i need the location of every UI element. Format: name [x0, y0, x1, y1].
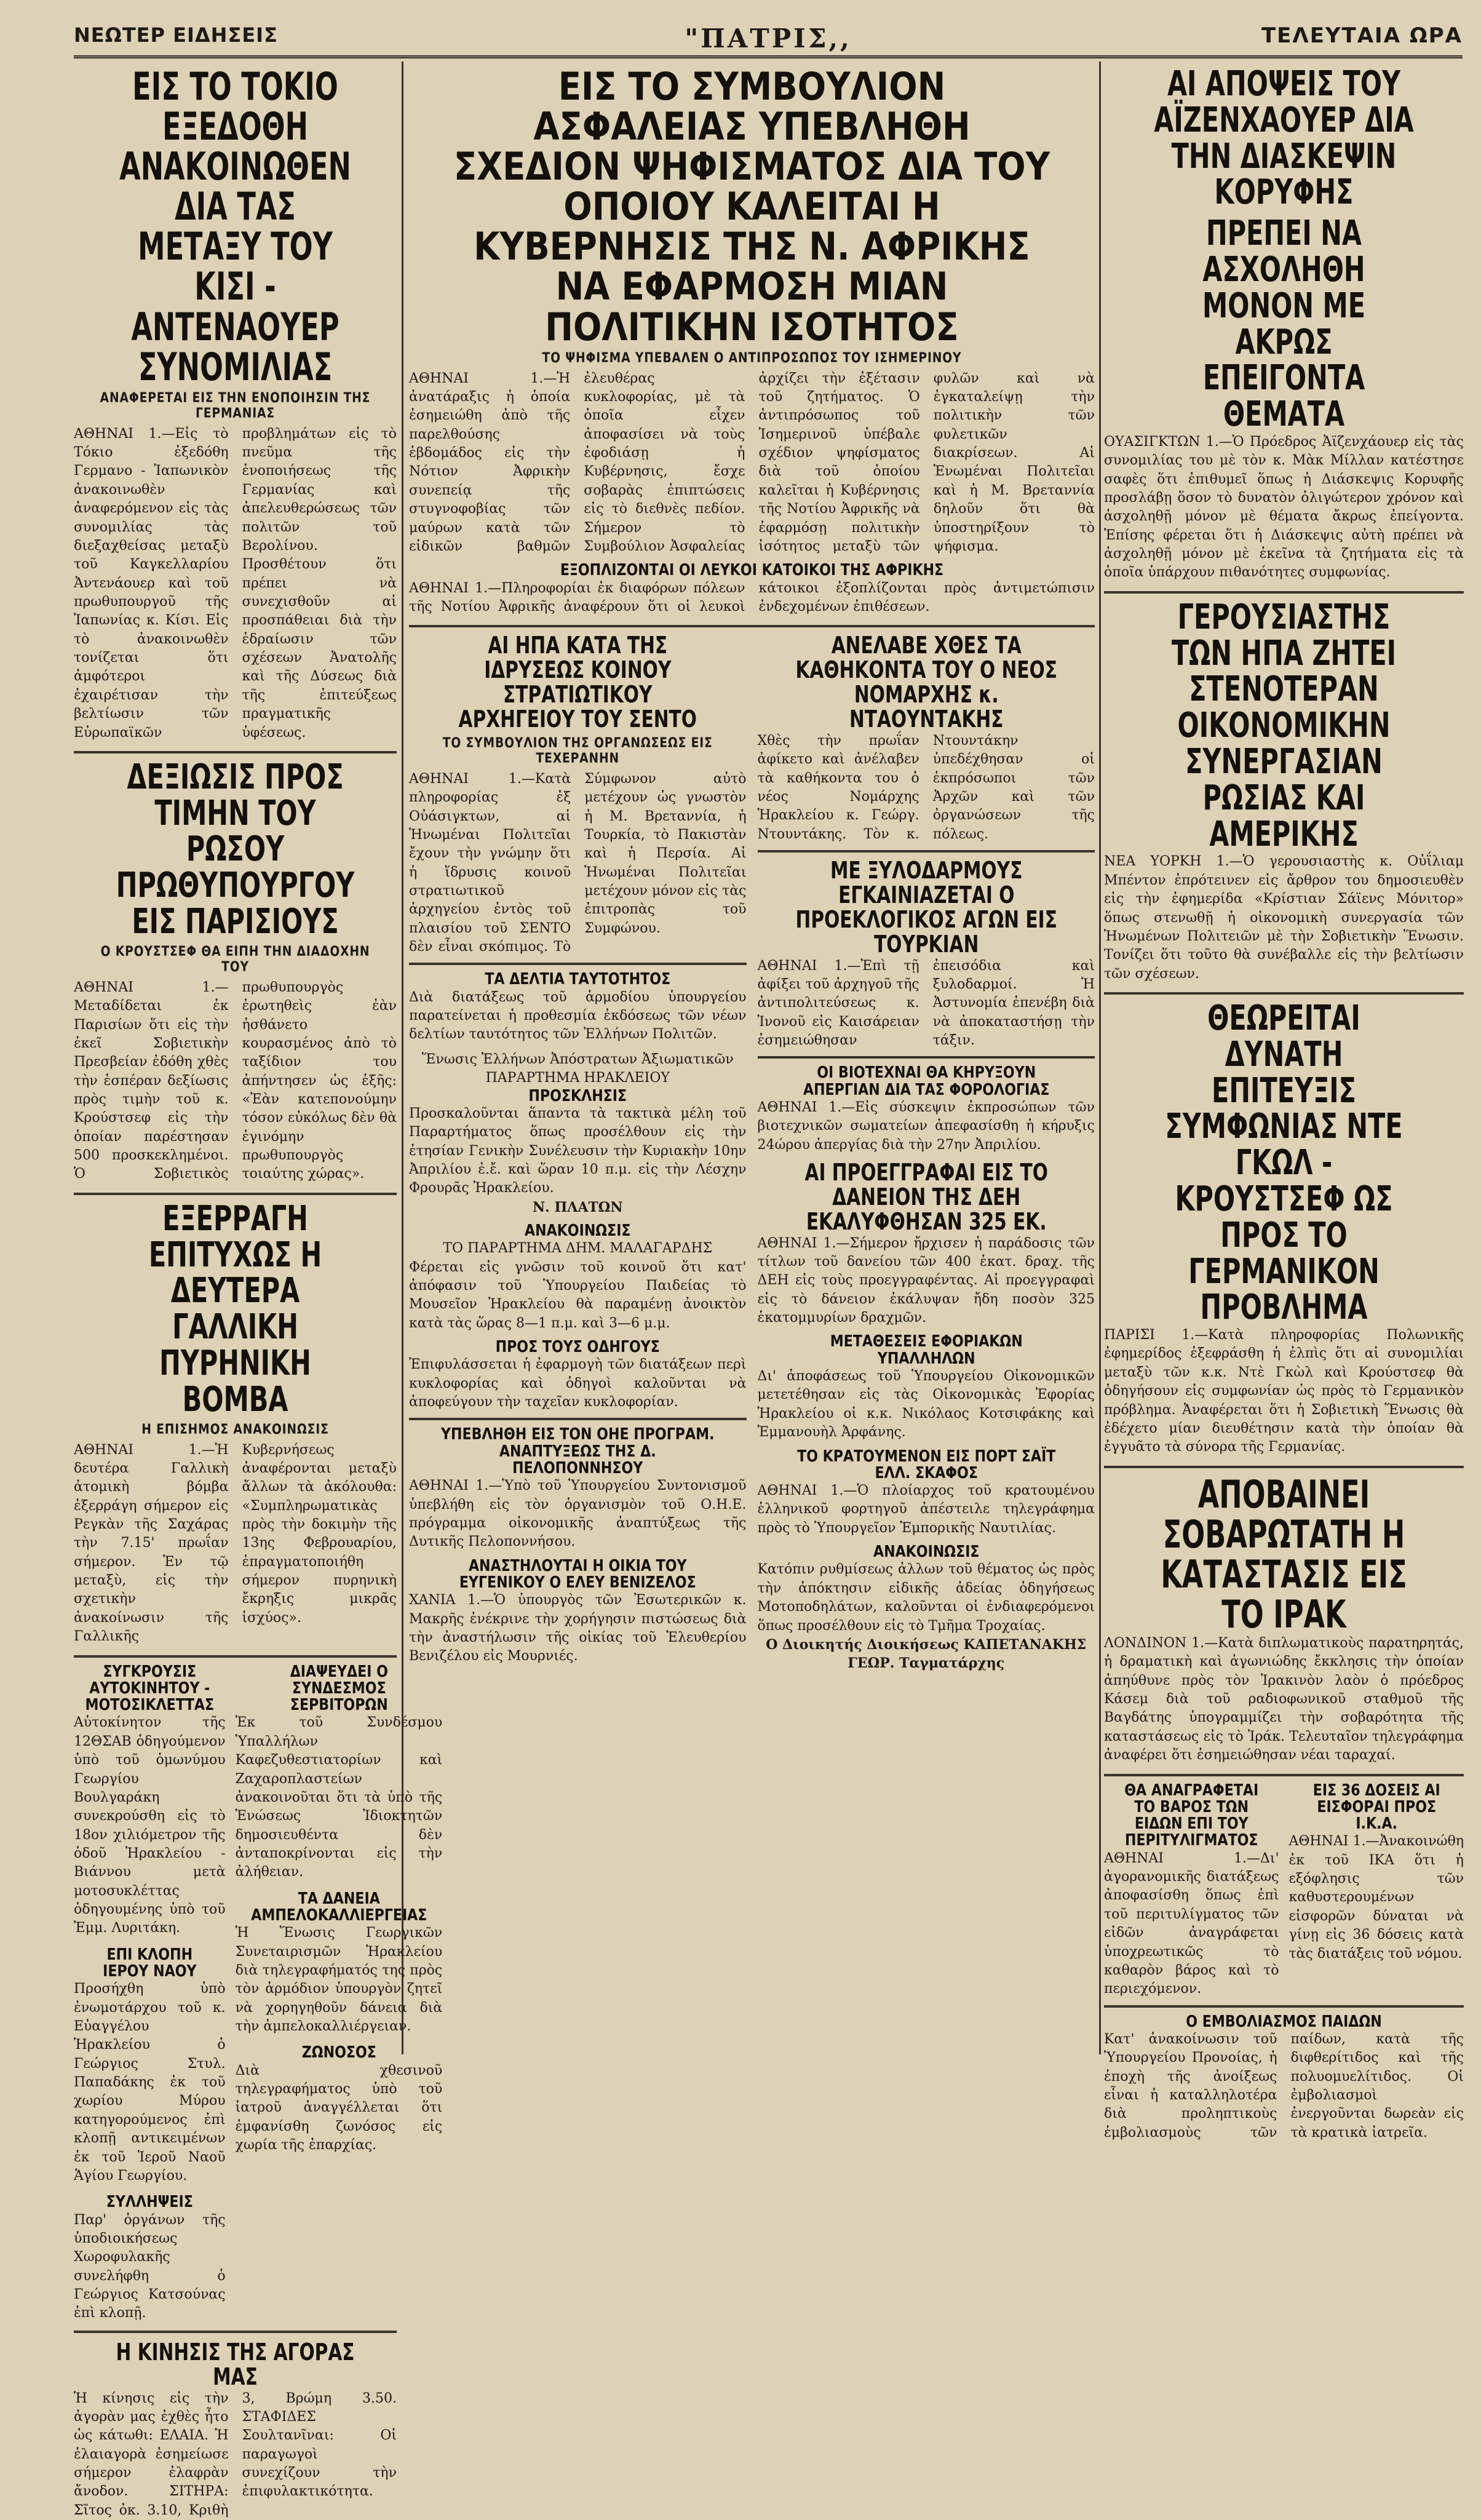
column-2	[409, 634, 747, 1672]
article-body: ΛΟΝΔΙΝΟΝ 1.—Κατὰ διπλωματικοὺς παρατηρητάς, ἡ δραματικὴ καὶ ἀγωνιώδης ἔκκλησις τὴν ὁποίαν ἀπηύθυνε πρὸς τὸν Ἰρακινὸν λαὸν ὁ πρόεδρος Κάσεμ διὰ τοῦ ραδιοφωνικοῦ σταθμοῦ τῆς Βαγδάτης ὑπογραμμίζει τὴν σοβαρότητα τῆς καταστάσεως εἰς τὸ Ἰράκ. Τελευταῖον τηλεγράφημα ἀναφέρει ὅτι ἐσημειώθησαν νέαι ταραχαί.	[1104, 1636, 1464, 1763]
article-body: Κατ' ἀνακοίνωσιν τοῦ Ὑπουργείου Προνοίας, ἡ ἐποχὴ τῆς ἀνοίξεως εἶναι ἡ καταλληλοτέρα διὰ προληπτικοὺς ἐμβολιασμοὺς τῶν παίδων, κατὰ τῆς διφθερίτιδος καὶ τῆς πολυομυελίτιδος. Οἱ ἐμβολιασμοὶ ἐνεργοῦνται δωρεὰν εἰς τὰ κρατικὰ ἰατρεῖα.	[1104, 2031, 1464, 2140]
article-ika	[1289, 1783, 1464, 1999]
column-4	[1104, 64, 1464, 2140]
subheadline: ΤΟ ΨΗΦΙΣΜΑ ΥΠΕΒΑΛΕΝ Ο ΑΝΤΙΠΡΟΣΩΠΟΣ ΤΟΥ ΙΣΗΜΕΡΙΝΟΥ	[542, 350, 962, 366]
subheadline: Ο ΚΡΟΥΣΤΣΕΦ ΘΑ ΕΙΠΗ ΤΗΝ ΔΙΑΔΟΧΗΝ ΤΟΥ	[100, 944, 370, 975]
article-tokyo	[74, 66, 397, 742]
article-body: ΟΥΑΣΙΓΚΤΩΝ 1.—Ὁ Πρόεδρος Ἀϊζενχάουερ εἰς τὰς συνομιλίας του μὲ τὸν κ. Μὰκ Μίλλαν κατέστησε σαφὲς ὅτι ἐπιθυμεῖ ὅπως ἡ Διάσκεψις Κορυφῆς προσλάβῃ ὅσον τὸ δυνατὸν ὀλιγώτερον χρόνον καὶ ἀσχοληθῇ μόνον μὲ θέματα ἄκρως ἐπείγοντα. Ἐπίσης φέρεται ὅτι ἡ Διάσκεψις αὐτὴ πρέπει νὰ ἀσχοληθῇ μόνον μὲ ἐκεῖνα τὰ ζητήματα εἰς τὰ ὁποῖα ὑπάρχουν πιθανότητες συμφωνίας.	[1104, 434, 1464, 581]
notice-org: ΤΟ ΠΑΡΑΡΤΗΜΑ ΔΗΜ. ΜΑΛΑΓΑΡΔΗΣ	[443, 1241, 713, 1257]
divider	[1104, 591, 1464, 594]
headline: ΕΞΕΡΡΑΓΗ ΕΠΙΤΥΧΩΣ Η ΔΕΥΤΕΡΑ ΓΑΛΛΙΚΗ ΠΥΡΗΝΙΚΗ ΒΟΜΒΑ	[148, 1198, 322, 1420]
article-body: ΑΘΗΝΑΙ 1.—Κατὰ πληροφορίας ἐξ Οὐάσιγκτων, αἱ Ἡνωμέναι Πολιτεῖαι ἔχουν τὴν γνώμην ὅτι ἡ ἵδρυσις κοινοῦ στρατιωτικοῦ ἀρχηγείου ἐντὸς τοῦ πλαισίου τοῦ ΣΕΝΤΟ δὲν εἶναι σκόπιμος. Τὸ Σύμφωνον αὐτὸ μετέχουν ὡς γνωστὸν ἡ Μ. Βρεταννία, ἡ Τουρκία, τὸ Πακιστὰν καὶ ἡ Περσία. Αἱ Ἡνωμέναι Πολιτεῖαι μετέχουν μόνον εἰς τὰς ἐπιτροπὰς τοῦ Συμφώνου.	[409, 771, 747, 955]
divider	[409, 963, 747, 965]
article-senator	[1104, 597, 1464, 984]
lead-headline: ΕΙΣ ΤΟ ΣΥΜΒΟΥΛΙΟΝ ΑΣΦΑΛΕΙΑΣ ΥΠΕΒΛΗΘΗ ΣΧΕΔΙΟΝ ΨΗΦΙΣΜΑΤΟΣ ΔΙΑ ΤΟΥ ΟΠΟΙΟΥ ΚΑΛΕΙΤΑΙ Η ΚΥΒΕΡΝΗΣΙΣ ΤΗΣ Ν. ΑΦΡΙΚΗΣ ΝΑ ΕΦΑΡΜΟΣΗ ΜΙΑΝ ΠΟΛΙΤΙΚΗΝ ΙΣΟΤΗΤΟΣ	[453, 64, 1050, 349]
masthead-left: ΝΕΩΤΕΡ ΕΙΔΗΣΕΙΣ	[74, 23, 278, 47]
article-body: ΑΘΗΝΑΙ 1.—Ἐπὶ τῇ ἀφίξει τοῦ ἀρχηγοῦ τῆς ἀντιπολιτεύσεως κ. Ἰνονοῦ εἰς Καισάρειαν ἐσημειώθησαν ἐπεισόδια καὶ ξυλοδαρμοί. Ἡ Ἀστυνομία ἐπενέβη διὰ νὰ ἀποκαταστήσῃ τὴν τάξιν.	[757, 958, 1095, 1048]
headline: ΑΝΑΣΤΗΛΟΥΤΑΙ Η ΟΙΚΙΑ ΤΟΥ ΕΥΓΕΝΙΚΟΥ Ο ΕΛΕΥ ΒΕΝΙΖΕΛΟΣ	[459, 1556, 696, 1592]
article-body: ΠΑΡΙΣΙ 1.—Κατὰ πληροφορίας Πολωνικῆς ἐφημερίδος ἐξεφράσθη ἡ ἐλπὶς ὅτι αἱ συνομιλίαι μεταξὺ τῶν κ.κ. Ντὲ Γκὼλ καὶ Κρούστσεφ θὰ ὁδηγήσουν εἰς συμφωνίαν ὡς πρὸς τὸ Γερμανικὸν πρόβλημα. Ἀναφέρεται ὅτι ἡ Σοβιετικὴ Ἕνωσις θὰ ἐδέχετο μίαν διευθέτησιν κατὰ τὴν ὁποίαν θὰ ἐγγυᾶτο τὰ σύνορα τῆς Γερμανίας.	[1104, 1327, 1464, 1455]
notice-body: Κατόπιν ρυθμίσεως ἀλλων τοῦ θέματος ὡς πρὸς τὴν ἀπόκτησιν εἰδικῆς ἀδείας ὁδηγήσεως Μοτοποδηλάτων, καλοῦνται οἱ ἐνδιαφερόμενοι ὅπως προσέλθουν εἰς τὸ Τμῆμα Τροχαίας.	[757, 1562, 1095, 1634]
divider	[74, 1655, 397, 1658]
subheadline: ΤΟ ΣΥΜΒΟΥΛΙΟΝ ΤΗΣ ΟΡΓΑΝΩΣΕΩΣ ΕΙΣ ΤΕΧΕΡΑΝΗΝ	[442, 735, 713, 766]
subheadline: ΑΝΑΦΕΡΕΤΑΙ ΕΙΣ ΤΗΝ ΕΝΟΠΟΙΗΣΙΝ ΤΗΣ ΓΕΡΜΑΝΙΑΣ	[100, 390, 371, 421]
headline: ΓΕΡΟΥΣΙΑΣΤΗΣ ΤΩΝ ΗΠΑ ΖΗΤΕΙ ΣΤΕΝΟΤΕΡΑΝ ΟΙΚΟΝΟΜΙΚΗΝ ΣΥΝΕΡΓΑΣΙΑΝ ΡΩΣΙΑΣ ΚΑΙ ΑΜΕΡΙΚΗΣ	[1171, 597, 1397, 854]
headline: ΜΕΤΑΘΕΣΕΙΣ ΕΦΟΡΙΑΚΩΝ ΥΠΑΛΛΗΛΩΝ	[830, 1332, 1023, 1368]
article-body: Ἡ Ἕνωσις Γεωργικῶν Συνεταιρισμῶν Ἡρακλείου διὰ τηλεγραφήματός της πρὸς τὸν ἁρμόδιον ὑπουργὸν ζητεῖ νὰ χορηγηθοῦν δάνεια διὰ τὴν ἀμπελοκαλλιέργειαν.	[235, 1925, 443, 2035]
headline-secondary: ΠΡΕΠΕΙ ΝΑ ΑΣΧΟΛΗΘΗ ΜΟΝΟΝ ΜΕ ΑΚΡΩΣ ΕΠΕΙΓΟΝΤΑ ΘΕΜΑΤΑ	[1202, 213, 1366, 435]
article-body: ΑΘΗΝΑΙ 1.—Εἰς σύσκεψιν ἐκπροσώπων τῶν βιοτεχνικῶν σωματείων ἀπεφασίσθη ἡ κήρυξις 24ώρου ἀπεργίας διὰ τὴν 27ην Ἀπριλίου.	[757, 1099, 1095, 1153]
notice-title: ΑΝΑΚΟΙΝΩΣΙΣ	[524, 1221, 631, 1240]
headline: ΣΥΛΛΗΨΕΙΣ	[106, 2193, 193, 2212]
article-market	[74, 2340, 397, 2520]
headline: ΔΙΑΨΕΥΔΕΙ Ο ΣΥΝΔΕΣΜΟΣ ΣΕΡΒΙΤΟΡΩΝ	[290, 1662, 388, 1715]
headline: ΣΥΓΚΡΟΥΣΙΣ ΑΥΤΟΚΙΝΗΤΟΥ - ΜΟΤΟΣΙΚΛΕΤΤΑΣ	[85, 1662, 215, 1715]
divider	[409, 625, 1095, 627]
article-body: ΑΘΗΝΑΙ 1.—Εἰς τὸ Τόκιο ἐξεδόθη Γερμανο - Ἰαπωνικὸν ἀνακοινωθὲν ἀναφερόμενον εἰς τὰς συνομιλίας τὰς διεξαχθείσας μεταξὺ τοῦ Καγκελλαρίου Ἀντενάουερ καὶ τοῦ πρωθυπουργοῦ τῆς Ἰαπωνίας κ. Κίσι. Εἰς τὸ ἀνακοινωθὲν τονίζεται ὅτι ἀμφότεροι ἐχαιρέτισαν τὴν βελτίωσιν τῶν Εὐρωπαϊκῶν προβλημάτων εἰς τὸ πνεῦμα τῆς ἑνοποιήσεως τῆς Γερμανίας καὶ ἀπελευθερώσεως τῶν πολιτῶν τοῦ Βερολίνου. Προσθέτουν ὅτι πρέπει νὰ συνεχισθοῦν αἱ προσπάθειαι διὰ τὴν ἑδραίωσιν τῶν σχέσεων Ἀνατολῆς καὶ τῆς Δύσεως διὰ τῆς ἐπιτεύξεως πραγματικῆς ὑφέσεως.	[74, 426, 397, 741]
two-column-block	[1104, 1783, 1464, 1999]
article-body: Χθὲς τὴν πρωΐαν ἀφίκετο καὶ ἀνέλαβεν τὰ καθήκοντα του ὁ νέος Νομάρχης Ἡρακλείου κ. Γεώργ. Ντουντάκης. Τὸν κ. Ντουντάκην ὑπεδέχθησαν οἱ ἐκπρόσωποι τῶν Ἀρχῶν καὶ τῶν ὀργανώσεων τῆς πόλεως.	[757, 733, 1095, 842]
divider	[758, 1056, 1095, 1059]
notice-title: ΑΝΑΚΟΙΝΩΣΙΣ	[873, 1543, 980, 1562]
headline: ΘΕΩΡΕΙΤΑΙ ΔΥΝΑΤΗ ΕΠΙΤΕΥΞΙΣ ΣΥΜΦΩΝΙΑΣ ΝΤΕ ΓΚΩΛ - ΚΡΟΥΣΤΣΕΦ ΩΣ ΠΡΟΣ ΤΟ ΓΕΡΜΑΝΙΚΟΝ ΠΡΟΒΛΗΜΑ	[1165, 998, 1403, 1328]
article-body: ΝΕΑ ΥΟΡΚΗ 1.—Ὁ γερουσιαστὴς κ. Οὐΐλιαμ Μπέντον ἐπρότεινεν εἰς ἄρθρον του δημοσιευθὲν εἰς τὴν ἐφημερίδα «Κρίστιαν Σάϊενς Μόνιτορ» ὅπως στενωθῇ ἡ οἰκονομικὴ συνεργασία τῶν Ἡνωμένων Πολιτειῶν μὲ τὴν Σοβιετικὴν Ἕνωσιν. Τονίζει ὅτι τοῦτο θὰ συνέβαλλε εἰς τὴν βελτίωσιν τῶν σχέσεων.	[1104, 854, 1464, 982]
headline: ΑΙ ΑΠΟΨΕΙΣ ΤΟΥ ΑΪΖΕΝΧΑΟΥΕΡ ΔΙΑ ΤΗΝ ΔΙΑΣΚΕΨΙΝ ΚΟΡΥΦΗΣ	[1154, 64, 1414, 213]
subheadline: Η ΕΠΙΣΗΜΟΣ ΑΝΑΚΟΙΝΩΣΙΣ	[141, 1421, 329, 1437]
headline: Ο ΕΜΒΟΛΙΑΣΜΟΣ ΠΑΙΔΩΝ	[1186, 2012, 1382, 2031]
article-body: Παρ' ὀργάνων τῆς ὑποδιοικήσεως Χωροφυλακῆς συνελήφθη ὁ Γεώργιος Κατσούνας ἐπὶ κλοπῇ.	[74, 2212, 226, 2321]
headline: ΜΕ ΞΥΛΟΔΑΡΜΟΥΣ ΕΓΚΑΙΝΙΑΖΕΤΑΙ Ο ΠΡΟΕΚΛΟΓΙΚΟΣ ΑΓΩΝ ΕΙΣ ΤΟΥΡΚΙΑΝ	[795, 856, 1057, 958]
center-columns	[409, 66, 1095, 2053]
divider	[1104, 1774, 1464, 1776]
article-body: Διὰ διατάξεως τοῦ ἁρμοδίου ὑπουργείου παρατείνεται ἡ προθεσμία ἐκδόσεως τῶν νέων δελτίων ταυτότητος τῶν Ἑλλήνων Πολιτῶν.	[409, 989, 747, 1043]
article-body: Ἐκ τοῦ Συνδέσμου Ὑπαλλήλων Καφεζυθεστιατορίων καὶ Ζαχαροπλαστείων ἀνακοινοῦται ὅτι τὰ ὑπὸ τῆς Ἑνώσεως Ἱδιοκτητῶν δημοσιευθέντα δὲν ἀνταποκρίνονται εἰς τὴν ἀλήθειαν.	[235, 1715, 443, 1880]
article-body: Διὰ χθεσινοῦ τηλεγραφήματος ὑπὸ τοῦ ἰατροῦ ἀναγγέλλεται ὅτι ἐμφανίσθη ζωνόσος εἰς χωρία τῆς ἐπαρχίας.	[235, 2062, 443, 2153]
article-body: ΑΘΗΝΑΙ 1.—Σήμερον ἤρχισεν ἡ παράδοσις τῶν τίτλων τοῦ δανείου τῶν 400 ἑκατ. δραχ. τῆς ΔΕΗ εἰς τοὺς προεγγραφέντας. Αἱ προεγγραφαὶ εἰς τὸ δάνειον ἐκάλυψαν ἤδη ποσὸν 325 ἑκατομμυρίων δραχμῶν.	[757, 1235, 1095, 1326]
headline: ΕΙΣ 36 ΔΟΣΕΙΣ ΑΙ ΕΙΣΦΟΡΑΙ ΠΡΟΣ Ι.Κ.Α.	[1312, 1781, 1440, 1834]
headline: ΑΙ ΠΡΟΕΓΓΡΑΦΑΙ ΕΙΣ ΤΟ ΔΑΝΕΙΟΝ ΤΗΣ ΔΕΗ ΕΚΑΛΥΦΘΗΣΑΝ 325 ΕΚ.	[804, 1159, 1048, 1235]
divider	[74, 751, 397, 753]
headline: ΕΞΟΠΛΙΖΟΝΤΑΙ ΟΙ ΛΕΥΚΟΙ ΚΑΤΟΙΚΟΙ ΤΗΣ ΑΦΡΙΚΗΣ	[560, 561, 944, 580]
article-body: ΑΘΗΝΑΙ 1.—Ὁ πλοίαρχος τοῦ κρατουμένου ἑλληνικοῦ φορτηγοῦ ἀπέστειλε τηλεγράφημα πρὸς τὸ Ὑπουργεῖον Ἐμπορικῆς Ναυτιλίας.	[757, 1483, 1095, 1536]
headline: ΟΙ ΒΙΟΤΕΧΝΑΙ ΘΑ ΚΗΡΥΞΟΥΝ ΑΠΕΡΓΙΑΝ ΔΙΑ ΤΑΣ ΦΟΡΟΛΟΓΙΑΣ	[803, 1063, 1050, 1099]
headline: Η ΚΙΝΗΣΙΣ ΤΗΣ ΑΓΟΡΑΣ ΜΑΣ	[116, 2338, 355, 2390]
headline: ΑΠΟΒΑΙΝΕΙ ΣΟΒΑΡΩΤΑΤΗ Η ΚΑΤΑΣΤΑΣΙΣ ΕΙΣ ΤΟ ΙΡΑΚ	[1161, 1471, 1407, 1637]
headline: ΑΝΕΛΑΒΕ ΧΘΕΣ ΤΑ ΚΑΘΗΚΟΝΤΑ ΤΟΥ Ο ΝΕΟΣ ΝΟΜΑΡΧΗΣ κ. ΝΤΑΟΥΝΤΑΚΗΣ	[795, 632, 1057, 733]
article-khrushchev-reception	[74, 757, 397, 1184]
headline: ΖΩΝΟΣΟΣ	[301, 2043, 376, 2062]
notice-signature: Ο Διοικητής Διοικήσεως ΚΑΠΕΤΑΝΑΚΗΣ ΓΕΩΡ. Ταγματάρχης	[766, 1636, 1087, 1672]
article-body: Αὐτοκίνητον τῆς 12ΘΣΑΒ ὁδηγούμενον ὑπὸ τοῦ ὁμωνύμου Γεωργίου Βουλγαράκη συνεκρούσθη εἰς τὸ 18ον χιλιόμετρον τῆς ὁδοῦ Ἡρακλείου - Βιάννου μετὰ μοτοσυκλέττας ὁδηγουμένης ὑπὸ τοῦ Ἐμμ. Λυριτάκη.	[74, 1715, 226, 1936]
notice-org: Ἕνωσις Ἑλλήνων Ἀπόστρατων Ἀξιωματικῶν ΠΑΡΑΡΤΗΜΑ ΗΡΑΚΛΕΙΟΥ	[421, 1051, 734, 1086]
article-french-bomb	[74, 1198, 397, 1647]
headline: ΠΡΟΣ ΤΟΥΣ ΟΔΗΓΟΥΣ	[495, 1338, 660, 1357]
column-3	[758, 634, 1095, 1672]
divider	[1104, 2005, 1464, 2008]
divider	[1104, 992, 1464, 995]
article-body: ΑΘΗΝΑΙ 1.—Μεταδίδεται ἐκ Παρισίων ὅτι εἰς τὴν ἐκεῖ Σοβιετικὴν Πρεσβείαν ἐδόθη χθὲς τὴν ἑσπέραν δεξίωσις πρὸς τιμὴν τοῦ κ. Κρούστσεφ εἰς τὴν ὁποίαν παρέστησαν 500 προσκεκλημένοι. Ὁ Σοβιετικὸς πρωθυπουργὸς ἐρωτηθεὶς ἐὰν ἠσθάνετο κουρασμένος ἀπὸ τὸ ταξίδιον του ἀπήντησεν ὡς ἑξῆς: «Ἐὰν κατεπονούμην τόσον εὐκόλως δὲν θὰ ἐγινόμην πρωθυπουργὸς τοιαύτης χώρας».	[74, 979, 397, 1182]
article-body: ΑΘΗΝΑΙ 1.—Πληροφορίαι ἐκ διαφόρων πόλεων τῆς Νοτίου Ἀφρικῆς ἀναφέρουν ὅτι οἱ λευκοὶ κάτοικοι ἐξοπλίζονται πρὸς ἀντιμετώπισιν ἐνδεχομένων ἐπιθέσεων.	[409, 580, 1095, 614]
headline: ΑΙ ΗΠΑ ΚΑΤΑ ΤΗΣ ΙΔΡΥΣΕΩΣ ΚΟΙΝΟΥ ΣΤΡΑΤΙΩΤΙΚΟΥ ΑΡΧΗΓΕΙΟΥ ΤΟΥ ΣΕΝΤΟ	[458, 632, 697, 733]
divider	[409, 1418, 747, 1420]
two-column-block	[74, 1662, 443, 2323]
column-1	[74, 64, 443, 2518]
article-vaccination	[1104, 2014, 1464, 2142]
divider	[1104, 1466, 1464, 1468]
article-body: Προσήχθη ὑπὸ ἐνωμοτάρχου τοῦ κ. Εὐαγγέλου Ἡρακλείου ὁ Γεώργιος Στυλ. Παπαδάκης ἐκ τοῦ χωρίου Μύρου κατηγορούμενος ἐπὶ κλοπῇ αντικειμένων ἐκ τοῦ Ἱεροῦ Ναοῦ Ἁγίου Γεωργίου.	[74, 1981, 226, 2184]
divider	[74, 1193, 397, 1195]
headline: ΔΕΞΙΩΣΙΣ ΠΡΟΣ ΤΙΜΗΝ ΤΟΥ ΡΩΣΟΥ ΠΡΩΘΥΠΟΥΡΓΟΥ ΕΙΣ ΠΑΡΙΣΙΟΥΣ	[116, 757, 355, 942]
headline: ΕΠΙ ΚΛΟΠΗ ΙΕΡΟΥ ΝΑΟΥ	[103, 1945, 197, 1981]
article-body: ΑΘΗΝΑΙ 1.—Ἀνακοινώθη ἐκ τοῦ ΙΚΑ ὅτι ἡ εξόφλησις τῶν καθυστερουμένων εἰσφορῶν δύναται νὰ γίνῃ εἰς 36 δόσεις κατὰ τὰς διατάξεις τοῦ νόμου.	[1288, 1834, 1464, 1962]
article-body: Ἐπιφυλάσσεται ἡ ἐφαρμογὴ τῶν διατάξεων περὶ κυκλοφορίας καὶ ὁδηγοὶ καλοῦνται νὰ ἀποφεύγουν τὴν ταχεῖαν κυκλοφορίαν.	[409, 1357, 747, 1410]
headline: ΘΑ ΑΝΑΓΡΑΦΕΤΑΙ ΤΟ ΒΑΡΟΣ ΤΩΝ ΕΙΔΩΝ ΕΠΙ ΤΟΥ ΠΕΡΙΤΥΛΙΓΜΑΤΟΣ	[1124, 1781, 1259, 1850]
article-body: ΑΘΗΝΑΙ 1.—Ἡ ἀνατάραξις ἡ ὁποία ἐσημειώθη ἀπὸ τῆς παρελθούσης ἑβδομάδος εἰς τὴν Νότιον Ἀφρικὴν συνεπείᾳ τῆς στυγνοφοβίας τῶν μαύρων κατὰ τῶν εἰδικῶν βαθμῶν ἐλευθέρας κυκλοφορίας, μὲ τὰ ὁποῖα εἶχεν ἀποφασίσει νὰ τοὺς ἐφοδιάσῃ ἡ Κυβέρνησις, ἔσχε σοβαρὰς ἐπιπτώσεις εἰς τὸ διεθνὲς πεδίον. Σήμερον τὸ Συμβούλιον Ἀσφαλείας ἀρχίζει τὴν ἐξέτασιν τοῦ ζητήματος. Ὁ ἀντιπρόσωπος τοῦ Ἰσημερινοῦ ὑπέβαλε σχέδιον ψηφίσματος διὰ τοῦ ὁποίου καλεῖται ἡ Κυβέρνησις τῆς Νοτίου Ἀφρικῆς νὰ ἐφαρμόσῃ πολιτικὴν ἰσότητος μεταξὺ τῶν φυλῶν καὶ νὰ ἐγκαταλείψῃ τὴν πολιτικὴν τῶν φυλετικῶν διακρίσεων. Αἱ Ἑνωμέναι Πολιτεῖαι καὶ ἡ Μ. Βρεταννία δηλοῦν ὅτι θὰ ὑποστηρίξουν τὸ ψήφισμα.	[409, 370, 1095, 554]
headline: ΕΙΣ ΤΟ ΤΟΚΙΟ ΕΞΕΔΟΘΗ ΑΝΑΚΟΙΝΩΘΕΝ ΔΙΑ ΤΑΣ ΜΕΤΑΞΥ ΤΟΥ ΚΙΣΙ - ΑΝΤΕΝΑΟΥΕΡ ΣΥΝΟΜΙΛΙΑΣ	[119, 64, 351, 389]
article-collision	[74, 1664, 226, 2323]
divider	[758, 850, 1095, 853]
article-body: Ἡ κίνησις εἰς τὴν ἀγορὰν μας ἐχθὲς ἦτο ὡς κάτωθι: ΕΛΑΙΑ. Ἡ ἐλαιαγορὰ ἐσημείωσε σήμερον ἐλαφρὰν ἄνοδον. ΣΙΤΗΡΑ: Σῖτος ὀκ. 3.10, Κριθὴ 3, Βρώμη 3.50. ΣΤΑΦΙΔΕΣ Σουλτανῖναι: Οἱ παραγωγοὶ συνεχίζουν τὴν ἐπιφυλακτικότητα.	[74, 2390, 397, 2518]
article-security-council	[409, 66, 1095, 616]
center-split	[409, 634, 1095, 1672]
column-rule	[1099, 62, 1101, 2054]
masthead	[74, 23, 1463, 58]
article-body: Δι' ἀποφάσεως τοῦ Ὑπουργείου Οἰκονομικῶν μετετέθησαν εἰς τὰς Οἰκονομικὰς Ἐφορίας Ἡρακλείου οἱ κ.κ. Νικόλαος Κοτσιφάκης καὶ Ἐμμανουὴλ Ἀρφάνης.	[757, 1369, 1095, 1441]
headline: ΤΑ ΔΑΝΕΙΑ ΑΜΠΕΛΟΚΑΛΛΙΕΡΓΕΙΑΣ	[250, 1889, 427, 1925]
headline: ΥΠΕΒΛΗΘΗ ΕΙΣ ΤΟΝ ΟΗΕ ΠΡΟΓΡΑΜ. ΑΝΑΠΤΥΞΕΩΣ ΤΗΣ Δ. ΠΕΛΟΠΟΝΝΗΣΟΥ	[440, 1425, 715, 1478]
article-packaging	[1104, 1783, 1279, 1999]
notice-signature: Ν. ΠΛΑΤΩΝ	[533, 1199, 623, 1215]
notice-body: Προσκαλοῦνται ἅπαντα τὰ τακτικὰ μέλη τοῦ Παραρτήματος ὅπως προσέλθουν εἰς τὴν ἐτησίαν Γενικὴν Συνέλευσιν τὴν Κυριακὴν 10ην Ἀπριλίου ἐ.ἔ. καὶ ὥραν 10 π.μ. εἰς τὴν Λέσχην Φρουρᾶς Ἡρακλείου.	[409, 1105, 747, 1196]
masthead-right: ΤΕΛΕΥΤΑΙΑ ΩΡΑ	[1261, 23, 1463, 48]
article-body: ΧΑΝΙΑ 1.—Ὁ ὑπουργὸς τῶν Ἐσωτερικῶν κ. Μακρῆς ἐνέκρινε τὴν χορήγησιν πιστώσεως διὰ τὴν ἀναστήλωσιν τῆς οἰκίας τοῦ Ἐλευθερίου Βενιζέλου εἰς Μουρνιές.	[409, 1592, 747, 1664]
masthead-title: "ΠΑΤΡΙΣ,,	[685, 23, 852, 54]
article-de-gaulle	[1104, 998, 1464, 1457]
article-body: ΑΘΗΝΑΙ 1.—Ἡ δευτέρα Γαλλικὴ ἀτομικὴ βόμβα ἐξερράγη σήμερον εἰς Ρεγκὰν τῆς Σαχάρας τὴν 7.15' πρωΐαν σήμερον. Ἐν τῷ μεταξὺ, εἰς τὴν σχετικὴν ἀνακοίνωσιν τῆς Γαλλικῆς Κυβερνήσεως ἀναφέρονται μεταξὺ ἄλλων τὰ ἀκόλουθα: «Συμπληρωματικὰς πρὸς τὴν δοκιμὴν τῆς 13ης Φεβρουαρίου, ἐπραγματοποιήθη σήμερον πυρηνικὴ ἔκρηξις μικρᾶς ἰσχύος».	[74, 1442, 397, 1645]
article-body: ΑΘΗΝΑΙ 1.—Ὑπὸ τοῦ Ὑπουργείου Συντονισμοῦ ὑπεβλήθη εἰς τὸν ὀργανισμὸν τοῦ Ο.Η.Ε. πρόγραμμα οἰκονομικῆς ἀναπτύξεως τῆς Δυτικῆς Πελοποννήσου.	[409, 1478, 747, 1550]
article-iraq	[1104, 1471, 1464, 1765]
article-eisenhower	[1104, 66, 1464, 582]
headline: ΤΟ ΚΡΑΤΟΥΜΕΝΟΝ ΕΙΣ ΠΟΡΤ ΣΑΪΤ ΕΛΛ. ΣΚΑΦΟΣ	[796, 1447, 1055, 1482]
headline: ΤΑ ΔΕΛΤΙΑ ΤΑΥΤΟΤΗΤΟΣ	[485, 970, 671, 989]
article-body: ΑΘΗΝΑΙ 1.—Δι' ἀγορανομικῆς διατάξεως ἀποφασίσθη ὅπως ἐπὶ τοῦ περιτυλίγματος τῶν εἰδῶν ἀναγράφεται ὑποχρεωτικῶς τὸ καθαρὸν βάρος καὶ τὸ περιεχόμενον.	[1104, 1850, 1279, 1997]
notice-title: ΠΡΟΣΚΛΗΣΙΣ	[528, 1086, 627, 1105]
notice-body: Φέρεται εἰς γνῶσιν τοῦ κοινοῦ ὅτι κατ' ἀπόφασιν τοῦ Ὑπουργείου Παιδείας τὸ Μουσεῖον Ἡρακλείου θὰ παραμένῃ ἀνοικτὸν κατὰ τὰς ὥρας 8—1 π.μ. καὶ 3—6 μ.μ.	[409, 1259, 747, 1331]
divider	[74, 2331, 397, 2333]
